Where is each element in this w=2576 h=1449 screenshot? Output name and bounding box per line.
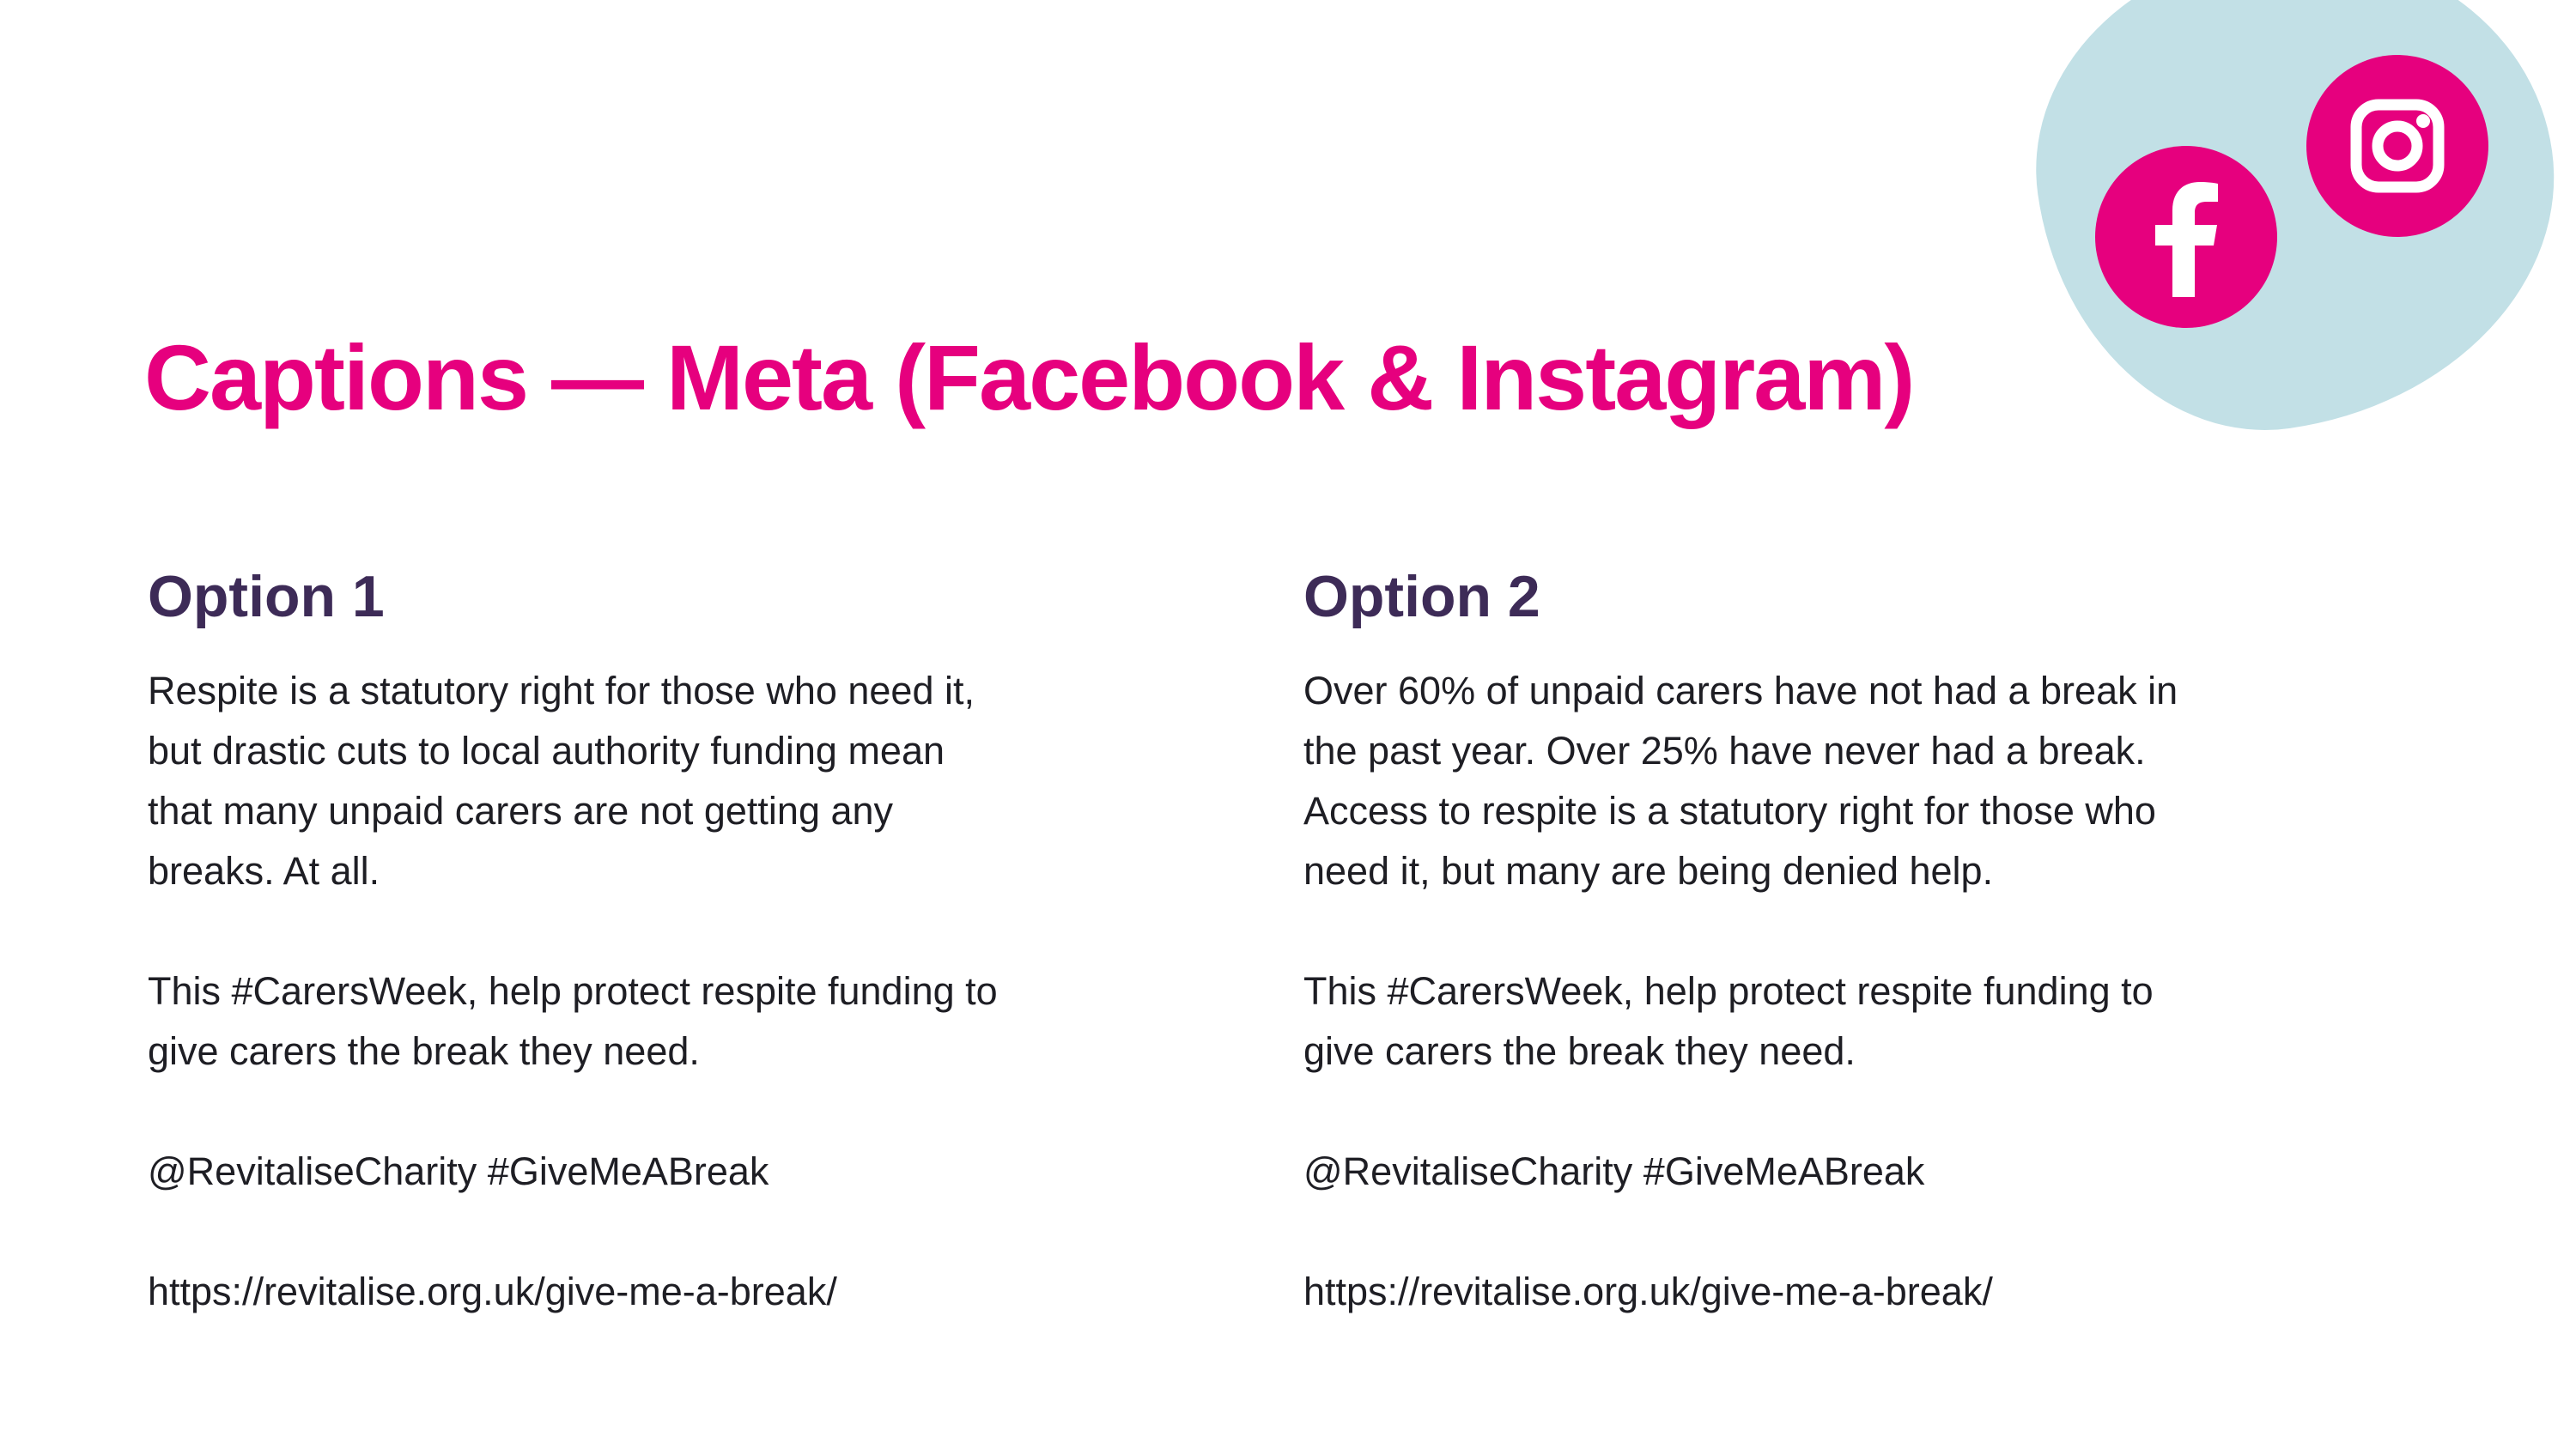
text-line: This #CarersWeek, help protect respite funding to (148, 969, 998, 1013)
text-line: but drastic cuts to local authority funding mean (148, 729, 945, 773)
facebook-icon (2095, 146, 2277, 328)
page-title: Captions — Meta (Facebook & Instagram) (144, 325, 1914, 429)
text-line: @RevitaliseCharity #GiveMeABreak (1303, 1149, 1925, 1193)
option-2-heading: Option 2 (1303, 564, 1540, 629)
text-line: that many unpaid carers are not getting any (148, 789, 894, 833)
option-2-column (1303, 558, 2265, 1382)
text-line: need it, but many are being denied help. (1303, 849, 1994, 893)
option-2-link (1303, 1262, 2265, 1322)
option-2-paragraph-2 (1303, 961, 2265, 1082)
text-line: give carers the break they need. (1303, 1029, 1856, 1073)
text-line: the past year. Over 25% have never had a break. (1303, 729, 2146, 773)
text-line: Over 60% of unpaid carers have not had a break in (1303, 669, 2178, 712)
option-1-column (148, 558, 1109, 1382)
decorative-blob (2008, 0, 2576, 458)
instagram-glyph (2306, 55, 2488, 237)
text-line: This #CarersWeek, help protect respite funding to (1303, 969, 2154, 1013)
text-line: Respite is a statutory right for those who need it, (148, 669, 975, 712)
option-1-paragraph-1 (148, 661, 1109, 901)
url-text: https://revitalise.org.uk/give-me-a-break/ (148, 1270, 837, 1313)
option-1-paragraph-2 (148, 961, 1109, 1082)
option-2-mentions (1303, 1142, 2265, 1202)
text-line: give carers the break they need. (148, 1029, 700, 1073)
url-text: https://revitalise.org.uk/give-me-a-break/ (1303, 1270, 1993, 1313)
text-line: breaks. At all. (148, 849, 380, 893)
option-1-link (148, 1262, 1109, 1322)
facebook-glyph (2095, 146, 2277, 328)
option-2-paragraph-1 (1303, 661, 2265, 901)
option-1-heading: Option 1 (148, 564, 385, 629)
text-line: @RevitaliseCharity #GiveMeABreak (148, 1149, 769, 1193)
option-1-mentions (148, 1142, 1109, 1202)
instagram-icon (2306, 55, 2488, 237)
text-line: Access to respite is a statutory right for those who (1303, 789, 2156, 833)
